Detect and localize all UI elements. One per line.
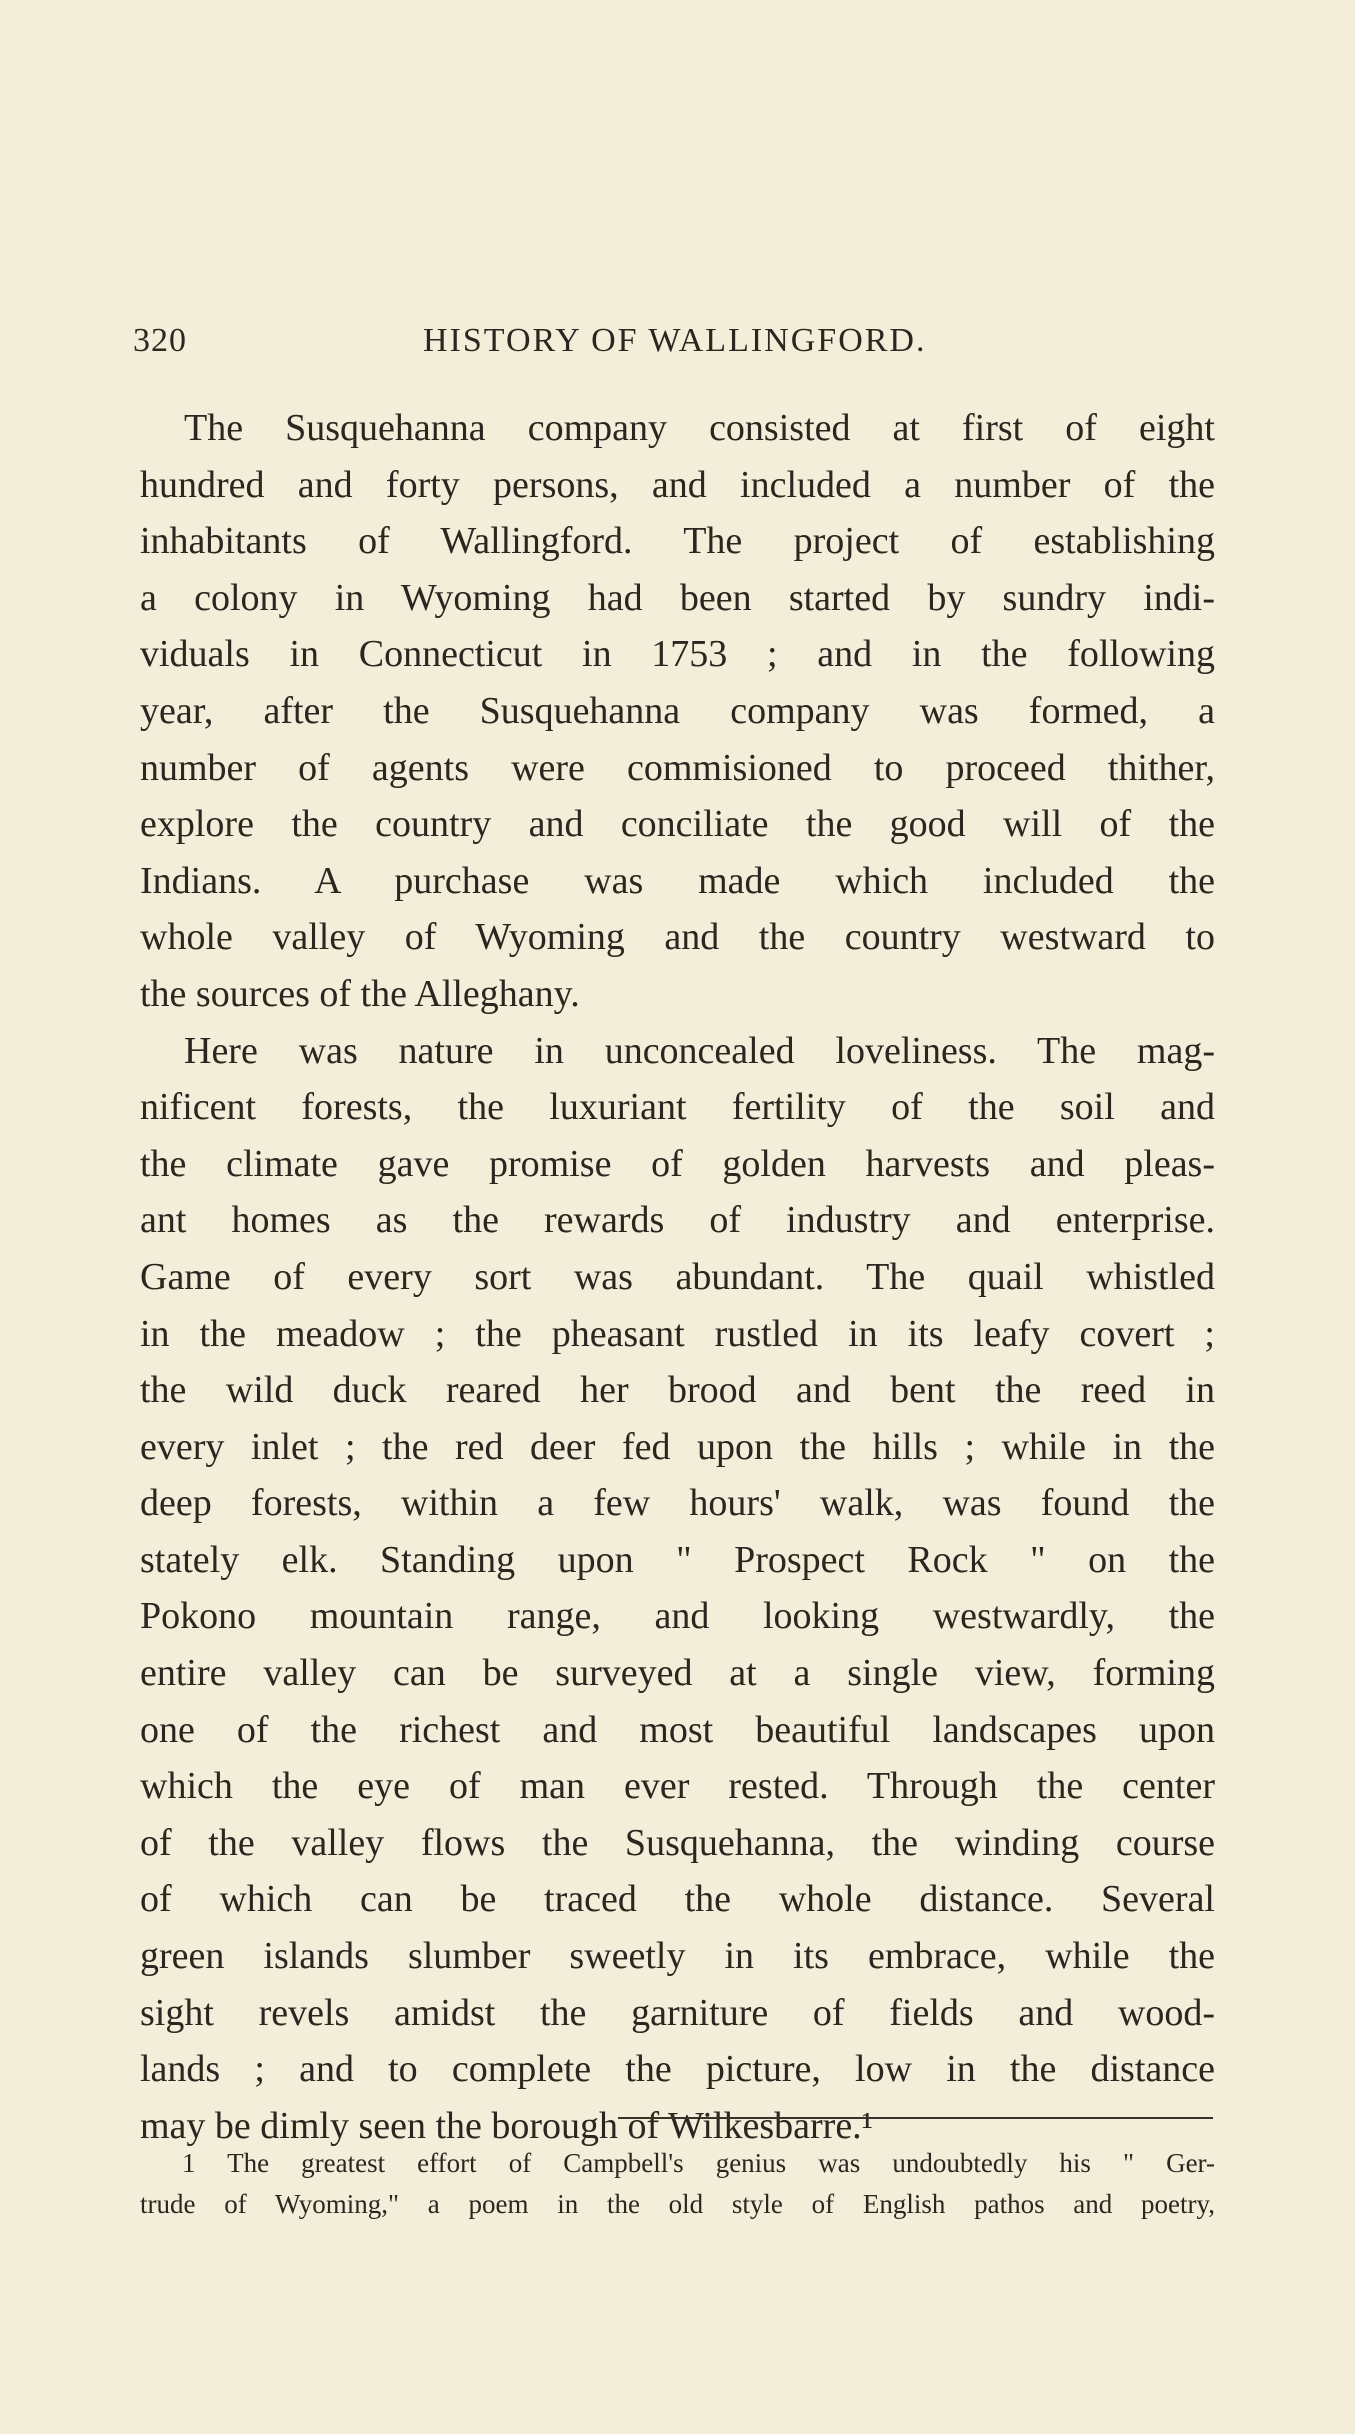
footnote <box>140 2143 1215 2225</box>
text-line: one of the richest and most beautiful landscapes upon <box>140 1708 1215 1751</box>
text-line: which the eye of man ever rested. Through the center <box>140 1765 1215 1808</box>
text-line: ant homes as the rewards of industry and enterprise. <box>140 1199 1215 1242</box>
paragraph-2 <box>140 1023 1215 2155</box>
text-line: deep forests, within a few hours' walk, was found the <box>140 1482 1215 1525</box>
text-line: of the valley flows the Susquehanna, the winding course <box>140 1821 1215 1864</box>
text-line: the climate gave promise of golden harvests and pleas- <box>140 1142 1215 1185</box>
footnote-line: 1 The greatest effort of Campbell's genius was undoubtedly his " Ger- <box>182 2148 1215 2178</box>
text-line: sight revels amidst the garniture of fields and wood- <box>140 1991 1215 2034</box>
text-line: green islands slumber sweetly in its embrace, while the <box>140 1935 1215 1978</box>
text-line: lands ; and to complete the picture, low in the distance <box>140 2048 1215 2091</box>
text-line: year, after the Susquehanna company was formed, a <box>140 689 1215 732</box>
text-line: inhabitants of Wallingford. The project of establishing <box>140 520 1215 563</box>
footnote-line: trude of Wyoming," a poem in the old style of English pathos and poetry, <box>140 2189 1215 2219</box>
text-line: in the meadow ; the pheasant rustled in its leafy covert ; <box>140 1312 1215 1355</box>
running-head <box>133 322 1213 372</box>
text-line: Here was nature in unconcealed loveliness. The mag- <box>184 1029 1215 1072</box>
text-line: may be dimly seen the borough of Wilkesbarre.¹ <box>140 2104 874 2147</box>
text-line: every inlet ; the red deer fed upon the hills ; while in the <box>140 1425 1215 1468</box>
text-line: of which can be traced the whole distance. Several <box>140 1878 1215 1921</box>
text-line: number of agents were commisioned to proceed thither, <box>140 746 1215 789</box>
text-line: The Susquehanna company consisted at first of eight <box>184 407 1215 449</box>
text-line: Game of every sort was abundant. The quail whistled <box>140 1255 1215 1298</box>
paragraph-1 <box>140 400 1215 1023</box>
page-number: 320 <box>133 322 187 359</box>
text-line: the sources of the Alleghany. <box>140 972 580 1015</box>
body-text <box>140 400 1215 2154</box>
text-line: the wild duck reared her brood and bent the reed in <box>140 1369 1215 1412</box>
running-title: HISTORY OF WALLINGFORD. <box>423 322 927 359</box>
text-line: Indians. A purchase was made which included the <box>140 859 1215 902</box>
text-line: nificent forests, the luxuriant fertility of the soil and <box>140 1086 1215 1129</box>
text-line: whole valley of Wyoming and the country westward to <box>140 916 1215 959</box>
footnote-rule <box>618 2117 1213 2119</box>
text-line: viduals in Connecticut in 1753 ; and in the following <box>140 633 1215 676</box>
text-line: explore the country and conciliate the good will of the <box>140 803 1215 846</box>
text-line: a colony in Wyoming had been started by sundry indi- <box>140 576 1215 619</box>
text-line: Pokono mountain range, and looking westwardly, the <box>140 1595 1215 1638</box>
text-line: hundred and forty persons, and included a number of the <box>140 463 1215 506</box>
text-line: entire valley can be surveyed at a single view, forming <box>140 1652 1215 1695</box>
text-line: stately elk. Standing upon " Prospect Rock " on the <box>140 1538 1215 1581</box>
